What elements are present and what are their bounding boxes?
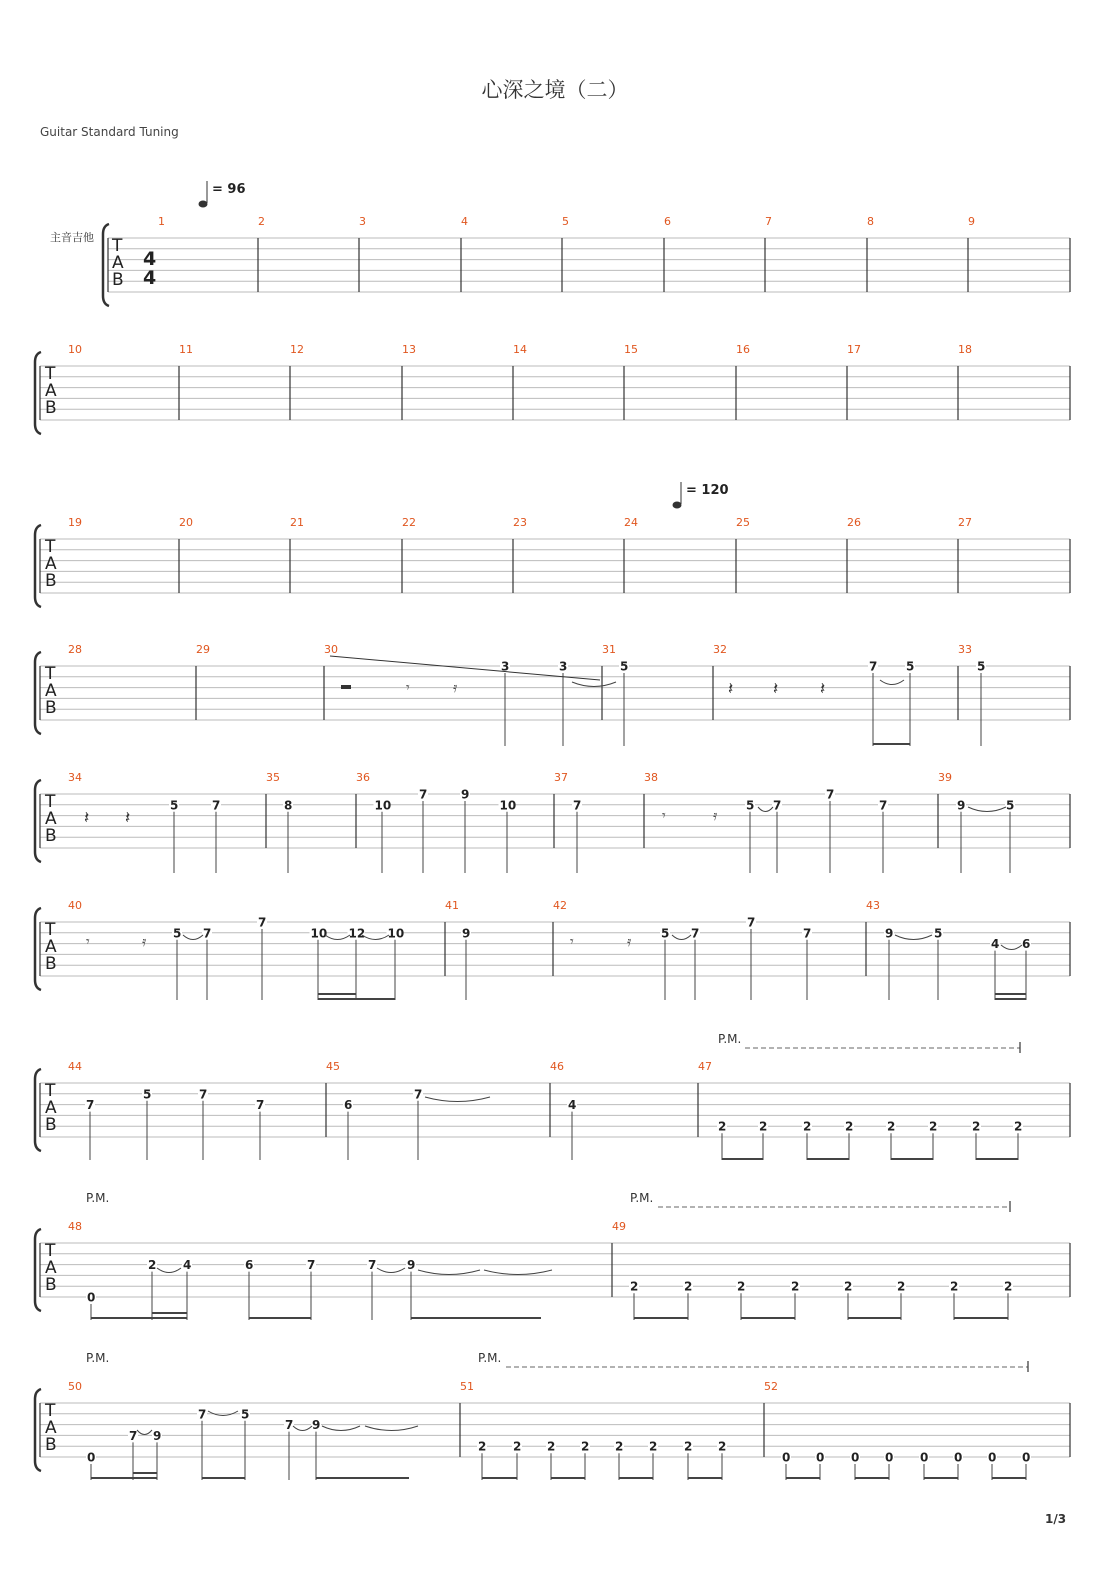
measure-number: 26: [847, 516, 861, 529]
fret-number: 5: [977, 659, 986, 674]
tab-letter: T: [45, 792, 56, 812]
eighth-rest: 𝄾: [406, 680, 410, 696]
measure-number: 28: [68, 643, 82, 656]
measure-number: 39: [938, 771, 952, 784]
fret-number: 5: [1006, 798, 1015, 813]
tab-letter: T: [45, 1241, 56, 1261]
measure-number: 23: [513, 516, 527, 529]
tie: [880, 680, 904, 685]
fret-number: 0: [87, 1450, 96, 1465]
tuning-label: Guitar Standard Tuning: [40, 125, 179, 139]
fret-number: 2: [718, 1119, 727, 1134]
fret-number: 6: [1022, 937, 1031, 952]
fret-number: 5: [620, 659, 629, 674]
tab-letter: A: [45, 937, 57, 957]
fret-number: 7: [803, 926, 812, 941]
tab-letter: A: [45, 1098, 57, 1118]
fret-number: 7: [198, 1407, 207, 1422]
fret-number: 2: [791, 1279, 800, 1294]
fret-number: 2: [803, 1119, 812, 1134]
quarter-rest: 𝄽: [820, 679, 826, 699]
half-rest: [341, 685, 351, 689]
sixteenth-rest: 𝄿: [453, 680, 458, 696]
tab-letter: A: [45, 681, 57, 701]
measure-number: 14: [513, 343, 527, 356]
fret-number: 9: [885, 926, 894, 941]
palm-mute-label: P.M.: [718, 1032, 742, 1046]
staff-system: [35, 1220, 1070, 1320]
tab-letter: B: [45, 398, 57, 418]
fret-number: 4: [183, 1258, 192, 1273]
fret-number: 2: [845, 1119, 854, 1134]
staff-system: [35, 1060, 1070, 1160]
fret-number: 2: [581, 1439, 590, 1454]
fret-number: 3: [501, 659, 510, 674]
staff-system: [35, 899, 1070, 1000]
tab-letter: T: [45, 1401, 56, 1421]
fret-number: 2: [649, 1439, 658, 1454]
instrument-label: 主音吉他: [50, 231, 94, 244]
tie: [365, 1426, 418, 1431]
tie: [377, 1268, 405, 1273]
measure-number: 44: [68, 1060, 82, 1073]
fret-number: 2: [1004, 1279, 1013, 1294]
tab-letter: A: [45, 1258, 57, 1278]
tie: [137, 1430, 152, 1435]
fret-number: 7: [691, 926, 700, 941]
measure-number: 35: [266, 771, 280, 784]
tab-letter: T: [45, 1081, 56, 1101]
fret-number: 7: [258, 915, 267, 930]
tab-letter: A: [45, 554, 57, 574]
measure-number: 21: [290, 516, 304, 529]
measure-number: 41: [445, 899, 459, 912]
fret-number: 9: [407, 1258, 416, 1273]
tie: [183, 935, 203, 940]
staff-system: [35, 771, 1070, 873]
measure-number: 38: [644, 771, 658, 784]
fret-number: 5: [906, 659, 915, 674]
fret-number: 2: [950, 1279, 959, 1294]
quarter-rest: 𝄽: [728, 679, 734, 699]
fret-number: 7: [199, 1087, 208, 1102]
palm-mute-label: P.M.: [478, 1351, 502, 1365]
fret-number: 3: [559, 659, 568, 674]
palm-mute: [718, 1032, 1020, 1053]
fret-number: 7: [573, 798, 582, 813]
tie: [1001, 945, 1022, 950]
tie: [672, 935, 691, 940]
tab-letter: A: [112, 253, 124, 273]
fret-number: 12: [348, 926, 366, 941]
measure-number: 33: [958, 643, 972, 656]
palm-mute-label: P.M.: [630, 1191, 654, 1205]
fret-number: 7: [368, 1258, 377, 1273]
measure-number: 31: [602, 643, 616, 656]
fret-number: 2: [897, 1279, 906, 1294]
tie: [322, 1426, 360, 1431]
quarter-rest: 𝄽: [773, 679, 779, 699]
staff-system: [35, 643, 1070, 746]
fret-number: 6: [245, 1258, 254, 1273]
measure-number: 50: [68, 1380, 82, 1393]
fret-number: 5: [746, 798, 755, 813]
fret-number: 2: [844, 1279, 853, 1294]
measure-number: 47: [698, 1060, 712, 1073]
fret-number: 10: [387, 926, 405, 941]
palm-mute: [86, 1351, 109, 1365]
measure-number: 7: [765, 215, 772, 228]
fret-number: 5: [661, 926, 670, 941]
fret-number: 7: [419, 787, 428, 802]
palm-mute: [478, 1351, 1028, 1372]
fret-number: 2: [630, 1279, 639, 1294]
measure-number: 52: [764, 1380, 778, 1393]
measure-number: 34: [68, 771, 82, 784]
measure-number: 8: [867, 215, 874, 228]
fret-number: 2: [929, 1119, 938, 1134]
fret-number: 2: [148, 1258, 157, 1273]
tie: [362, 935, 389, 940]
tab-letter: A: [45, 1418, 57, 1438]
tab-letter: B: [45, 1435, 57, 1455]
fret-number: 7: [414, 1087, 423, 1102]
fret-number: 0: [1022, 1450, 1031, 1465]
measure-number: 20: [179, 516, 193, 529]
eighth-rest: 𝄾: [86, 934, 90, 950]
fret-number: 9: [957, 798, 966, 813]
fret-number: 7: [203, 926, 212, 941]
measure-number: 19: [68, 516, 82, 529]
tab-letter: A: [45, 809, 57, 829]
fret-number: 7: [285, 1418, 294, 1433]
measure-number: 24: [624, 516, 638, 529]
tab-letter: T: [45, 364, 56, 384]
sixteenth-rest: 𝄿: [142, 934, 147, 950]
fret-number: 0: [988, 1450, 997, 1465]
fret-number: 0: [885, 1450, 894, 1465]
measure-number: 40: [68, 899, 82, 912]
fret-number: 0: [920, 1450, 929, 1465]
tie: [208, 1411, 238, 1416]
measure-number: 11: [179, 343, 193, 356]
fret-number: 2: [547, 1439, 556, 1454]
fret-number: 2: [615, 1439, 624, 1454]
fret-number: 9: [312, 1418, 321, 1433]
fret-number: 8: [284, 798, 293, 813]
palm-mute: [86, 1191, 109, 1205]
fret-number: 2: [684, 1279, 693, 1294]
fret-number: 10: [310, 926, 328, 941]
tie: [418, 1270, 480, 1275]
sixteenth-rest: 𝄿: [627, 934, 632, 950]
tab-letter: B: [45, 1275, 57, 1295]
palm-mute-label: P.M.: [86, 1191, 110, 1205]
eighth-rest: 𝄾: [662, 808, 666, 824]
fret-number: 5: [170, 798, 179, 813]
measure-number: 12: [290, 343, 304, 356]
fret-number: 10: [374, 798, 392, 813]
measure-number: 36: [356, 771, 370, 784]
fret-number: 7: [826, 787, 835, 802]
quarter-rest: 𝄽: [84, 808, 90, 828]
tempo-marker: [199, 181, 246, 208]
tab-letter: T: [45, 664, 56, 684]
tie: [968, 807, 1006, 812]
tab-letter: T: [45, 537, 56, 557]
tie: [484, 1270, 552, 1275]
fret-number: 7: [879, 798, 888, 813]
fret-number: 7: [869, 659, 878, 674]
measure-number: 18: [958, 343, 972, 356]
tie: [325, 935, 350, 940]
fret-number: 5: [934, 926, 943, 941]
staff-system: [35, 343, 1070, 434]
tie: [572, 682, 616, 687]
fret-number: 2: [513, 1439, 522, 1454]
tie: [758, 807, 773, 812]
staff-system: [35, 1380, 1070, 1480]
fret-number: 0: [851, 1450, 860, 1465]
palm-mute-label: P.M.: [86, 1351, 110, 1365]
fret-number: 7: [212, 798, 221, 813]
measure-number: 46: [550, 1060, 564, 1073]
fret-number: 9: [461, 787, 470, 802]
measure-number: 13: [402, 343, 416, 356]
measure-number: 32: [713, 643, 727, 656]
tab-letter: B: [45, 826, 57, 846]
fret-number: 9: [153, 1428, 162, 1443]
tab-letter: B: [45, 1115, 57, 1135]
measure-number: 4: [461, 215, 468, 228]
quarter-rest: 𝄽: [125, 808, 131, 828]
fret-number: 5: [173, 926, 182, 941]
measure-number: 3: [359, 215, 366, 228]
measure-number: 51: [460, 1380, 474, 1393]
tab-letter: B: [45, 698, 57, 718]
fret-number: 2: [972, 1119, 981, 1134]
measure-number: 25: [736, 516, 750, 529]
tempo-marker: [673, 482, 729, 509]
tab-letter: B: [45, 954, 57, 974]
measure-number: 29: [196, 643, 210, 656]
fret-number: 7: [129, 1428, 138, 1443]
tie: [157, 1268, 181, 1273]
tie: [425, 1097, 490, 1102]
song-title: 心深之境（二）: [481, 78, 629, 102]
eighth-rest: 𝄾: [570, 934, 574, 950]
fret-number: 9: [462, 926, 471, 941]
measure-number: 6: [664, 215, 671, 228]
measure-number: 30: [324, 643, 338, 656]
tab-letter: T: [45, 920, 56, 940]
fret-number: 2: [887, 1119, 896, 1134]
fret-number: 5: [241, 1407, 250, 1422]
fret-number: 7: [747, 915, 756, 930]
fret-number: 7: [256, 1098, 265, 1113]
time-signature-top: 4: [143, 248, 157, 270]
tab-letter: B: [112, 270, 124, 290]
fret-number: 7: [773, 798, 782, 813]
fret-number: 10: [499, 798, 517, 813]
measure-number: 45: [326, 1060, 340, 1073]
measure-number: 15: [624, 343, 638, 356]
page-number: 1/3: [1045, 1512, 1067, 1526]
measure-number: 5: [562, 215, 569, 228]
tab-letter: A: [45, 381, 57, 401]
measure-number: 17: [847, 343, 861, 356]
measure-number: 9: [968, 215, 975, 228]
fret-number: 0: [782, 1450, 791, 1465]
tie: [895, 935, 932, 940]
fret-number: 7: [307, 1258, 316, 1273]
fret-number: 0: [954, 1450, 963, 1465]
tie: [293, 1426, 312, 1431]
measure-number: 10: [68, 343, 82, 356]
measure-number: 43: [866, 899, 880, 912]
staff-system: [103, 215, 1070, 306]
fret-number: 2: [478, 1439, 487, 1454]
measure-number: 49: [612, 1220, 626, 1233]
fret-number: 7: [86, 1098, 95, 1113]
fret-number: 2: [1014, 1119, 1023, 1134]
fret-number: 2: [684, 1439, 693, 1454]
time-signature-bottom: 4: [143, 267, 157, 289]
measure-number: 2: [258, 215, 265, 228]
fret-number: 2: [718, 1439, 727, 1454]
fret-number: 0: [87, 1290, 96, 1305]
measure-number: 16: [736, 343, 750, 356]
palm-mute: [630, 1191, 1010, 1212]
measure-number: 48: [68, 1220, 82, 1233]
fret-number: 4: [568, 1098, 577, 1113]
fret-number: 2: [759, 1119, 768, 1134]
measure-number: 27: [958, 516, 972, 529]
fret-number: 5: [143, 1087, 152, 1102]
measure-number: 37: [554, 771, 568, 784]
fret-number: 6: [344, 1098, 353, 1113]
tab-letter: B: [45, 571, 57, 591]
measure-number: 22: [402, 516, 416, 529]
tab-letter: T: [112, 236, 123, 256]
fret-number: 4: [991, 937, 1000, 952]
staff-system: [35, 516, 1070, 607]
tempo-text: = 120: [686, 483, 729, 498]
tempo-text: = 96: [212, 182, 246, 197]
fret-number: 2: [737, 1279, 746, 1294]
measure-number: 1: [158, 215, 165, 228]
sixteenth-rest: 𝄿: [713, 808, 718, 824]
measure-number: 42: [553, 899, 567, 912]
fret-number: 0: [816, 1450, 825, 1465]
